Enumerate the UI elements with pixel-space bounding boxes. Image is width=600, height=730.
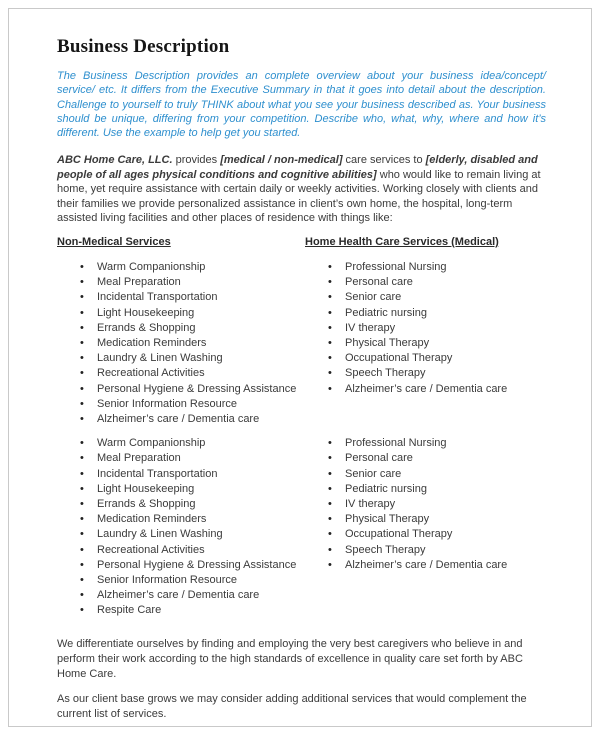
- list-item: • Pediatric nursing: [345, 482, 546, 497]
- closing-paragraph-1: We differentiate ourselves by finding and employing the very best caregivers who believe in and perform their work according to the high standards of excellence in quality care set forth by ABC Home Care.: [57, 637, 523, 680]
- list-item: • Meal Preparation: [97, 275, 305, 290]
- list-item: • Professional Nursing: [345, 260, 546, 275]
- list-item: • Personal care: [345, 451, 546, 466]
- page-title: Business Description: [57, 36, 230, 57]
- list-item: • Senior Information Resource: [97, 397, 305, 412]
- non-medical-list-1: [57, 260, 305, 427]
- placeholder-audience: [elderly, disabled and people of all ages physical conditions and cognitive abilities]: [57, 154, 538, 181]
- list-item: • Pediatric nursing: [345, 306, 546, 321]
- list-item: • Laundry & Linen Washing: [97, 527, 305, 542]
- list-item: • IV therapy: [345, 497, 546, 512]
- column-headers-row: [57, 236, 546, 248]
- list-item: • Alzheimer’s care / Dementia care: [97, 412, 305, 427]
- list-item: • Warm Companionship: [97, 436, 305, 451]
- non-medical-list-2: [57, 436, 305, 618]
- non-medical-list-1-cell: [57, 260, 305, 427]
- list-item: • Senior care: [345, 290, 546, 305]
- list-item: • Light Housekeeping: [97, 482, 305, 497]
- list-item: • Physical Therapy: [345, 336, 546, 351]
- list-item: • Meal Preparation: [97, 451, 305, 466]
- medical-list-1-cell: [305, 260, 546, 427]
- list-item: • Incidental Transportation: [97, 467, 305, 482]
- list-item: • Respite Care: [97, 603, 305, 618]
- list-item: • Warm Companionship: [97, 260, 305, 275]
- list-item: • Incidental Transportation: [97, 290, 305, 305]
- placeholder-medical-type: [medical / non-medical]: [220, 154, 343, 167]
- list-item: • Alzheimer’s care / Dementia care: [97, 588, 305, 603]
- medical-list-2: [305, 436, 546, 573]
- list-item: • Senior care: [345, 467, 546, 482]
- list-item: • Alzheimer’s care / Dementia care: [345, 382, 546, 397]
- list-item: • Errands & Shopping: [97, 497, 305, 512]
- list-item: • Physical Therapy: [345, 512, 546, 527]
- about-text-provides: provides: [172, 154, 221, 167]
- list-item: • Occupational Therapy: [345, 527, 546, 542]
- list-item: • Errands & Shopping: [97, 321, 305, 336]
- list-item: • Personal Hygiene & Dressing Assistance: [97, 558, 305, 573]
- list-item: • Recreational Activities: [97, 543, 305, 558]
- about-text-rest: who would like to remain living at home, yet require assistance with certain daily or weekly activities. Working closely with clients and their families we provide personalized assistance in client’s own home, the hospital, long-term assisted living facilities and other places of residence with things like:: [57, 168, 541, 225]
- service-lists-row-1: [57, 260, 546, 427]
- list-item: • Recreational Activities: [97, 366, 305, 381]
- service-lists-row-2: [57, 436, 546, 618]
- about-paragraph: [57, 153, 546, 226]
- company-name: ABC Home Care, LLC.: [57, 154, 173, 167]
- medical-header-cell: [305, 236, 546, 248]
- list-item: • Laundry & Linen Washing: [97, 351, 305, 366]
- list-item: • Personal Hygiene & Dressing Assistance: [97, 382, 305, 397]
- non-medical-list-2-cell: [57, 436, 305, 618]
- medical-list-2-cell: [305, 436, 546, 618]
- list-item: • Occupational Therapy: [345, 351, 546, 366]
- list-item: • Medication Reminders: [97, 336, 305, 351]
- medical-list-1: [305, 260, 546, 397]
- list-item: • IV therapy: [345, 321, 546, 336]
- non-medical-services-header: Non-Medical Services: [57, 235, 171, 248]
- list-item: • Professional Nursing: [345, 436, 546, 451]
- list-item: • Senior Information Resource: [97, 573, 305, 588]
- closing-paragraph-2: As our client base grows we may consider adding additional services that would complement the current list of services.: [57, 692, 527, 720]
- about-text-services-to: care services to: [342, 154, 426, 167]
- non-medical-header-cell: [57, 236, 305, 248]
- intro-paragraph: The Business Description provides an complete overview about your business idea/concept/ service/ etc. It differs from the Executive Summary in that it goes into detail about the description. Challenge to yourself to truly THINK about what you see your business described as. Your business should be unique, differing from your competition. Describe who, what, why, where and how it’s different. Use the example to help get you started.: [57, 70, 546, 140]
- page-content: [57, 36, 546, 730]
- list-item: • Speech Therapy: [345, 366, 546, 381]
- list-item: • Personal care: [345, 275, 546, 290]
- list-item: • Light Housekeeping: [97, 306, 305, 321]
- list-item: • Medication Reminders: [97, 512, 305, 527]
- list-item: • Alzheimer’s care / Dementia care: [345, 558, 546, 573]
- medical-services-header: Home Health Care Services (Medical): [305, 235, 499, 248]
- list-item: • Speech Therapy: [345, 543, 546, 558]
